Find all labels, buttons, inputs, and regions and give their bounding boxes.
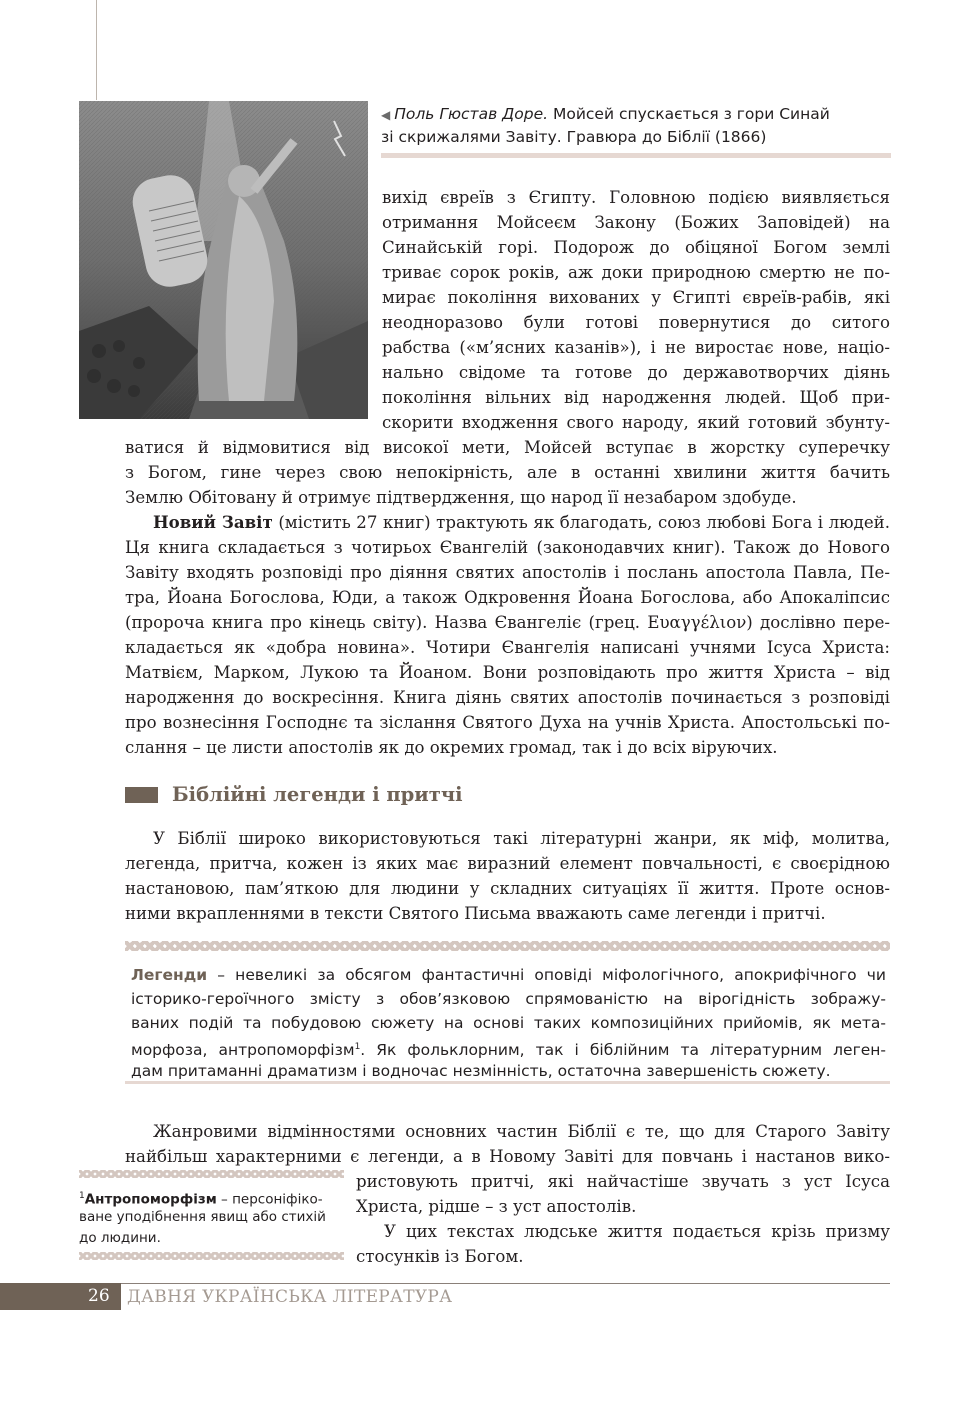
text-line: покоління вільних від народження людей. Щоб при- — [382, 388, 890, 407]
text-line: ристовують притчі, які найчастіше звучать з уст Ісуса — [356, 1172, 890, 1191]
text-line: У цих текстах людське життя подається крізь призму — [384, 1222, 890, 1241]
caption-text-line2: зі скрижалями Завіту. Гравюра до Біблії (1866) — [381, 128, 767, 146]
section-title: Біблійні легенди і притчі — [172, 783, 463, 806]
text-line: вихід євреїв з Єгипту. Головною подією виявляється — [382, 188, 890, 207]
caption-author: Поль Гюстав Доре. — [394, 105, 549, 123]
footnote-ref[interactable]: 1 — [354, 1042, 361, 1052]
figure-caption — [381, 103, 891, 148]
text-line: скорити входження свого народу, який готовий збунту- — [382, 413, 890, 432]
text-line: (пророча книга про кінець світу). Назва Євангеліє (грец. Ευαγγέλιον) дослівно пере- — [125, 613, 890, 632]
text-line: тра, Йоана Богослова, Юди, а також Одкровення Йоана Богослова, або Апокаліпсис — [125, 588, 890, 607]
footnote-line: $^1$Антропоморфізм – персоніфіко- — [79, 1191, 323, 1208]
footnote-number: 1 — [79, 1191, 85, 1201]
text-line: нально свідоме та готове до державотворчих діянь — [382, 363, 890, 382]
footnote-ornament-top — [79, 1170, 344, 1178]
page-number: 26 — [88, 1286, 110, 1306]
definition-line: Легенди – невеликі за обсягом фантастичні оповіді міфологічного, апокрифічного чи — [131, 966, 886, 984]
text-line: найбільш характерними є легенди, а в Новому Завіті для повчань і настанов вико- — [125, 1147, 890, 1166]
text-line: Матвієм, Марком, Лукою та Йоаном. Вони розповідають про життя Христа – від — [125, 663, 890, 682]
text-line: Ця книга складається з чотирьох Євангелій (законодавчих книг). Також до Нового — [125, 538, 890, 557]
text-line: триває сорок років, аж доки природною смертю не по- — [382, 263, 890, 282]
text-line: Землю Обітовану й отримує підтвердження, що народ її незабаром здобуде. — [125, 488, 797, 507]
caption-arrow-icon: ◀ — [381, 108, 391, 122]
text-line: рабства («м’ясних казанів»), і не виростає нове, націо- — [382, 338, 890, 357]
definition-line: морфоза, антропоморфізм$^1$. Як фольклорним, так і біблійним та літературним леген- — [131, 1041, 886, 1060]
text-line: ними вкрапленнями в тексти Святого Письма вважають саме легенди і притчі. — [125, 904, 826, 923]
text-line: неодноразово були готові повернутися до ситого — [382, 313, 890, 332]
section-marker — [125, 787, 158, 803]
definition-line: ваних подій та побудовою сюжету на основі таких композиційних прийомів, як мета- — [131, 1014, 886, 1032]
footnote-term: Антропоморфізм — [84, 1191, 217, 1208]
new-testament-term: Новий Завіт — [153, 512, 273, 532]
text-line: легенда, притча, кожен із яких має виразний елемент повчальності, є своєрідною — [125, 854, 890, 873]
text-line: Завіту входять розповіді про діяння святих апостолів і послань апостола Павла, Пе- — [125, 563, 890, 582]
definition-term: Легенди — [131, 966, 208, 984]
text-line: кладається як «добра новина». Чотири Євангелія написані учнями Ісуса Христа: — [125, 638, 890, 657]
caption-text: Мойсей спускається з гори Синай — [548, 105, 830, 123]
text-line: слання – це листи апостолів як до окремих громад, так і до всіх віруючих. — [125, 738, 778, 757]
definition-rule — [125, 1081, 890, 1084]
text-line: настановою, пам’яткою для людини у складних ситуаціях її життя. Проте основ- — [125, 879, 890, 898]
definition-line: дам притаманні драматизм і водночас незмінність, остаточна завершеність сюжету. — [131, 1062, 831, 1080]
text-line: з Богом, гине через свою непокірність, але в останні хвилини життя бачить — [125, 463, 890, 482]
footnote-line: до людини. — [79, 1230, 161, 1246]
footnote-line: ване уподібнення явищ або стихій — [79, 1209, 326, 1225]
moses-engraving-image — [79, 101, 368, 419]
footer-running-title: ДАВНЯ УКРАЇНСЬКА ЛІТЕРАТУРА — [127, 1287, 453, 1307]
text-line: У Біблії широко використовуються такі літературні жанри, як міф, молитва, — [153, 829, 890, 848]
text-line: Жанровими відмінностями основних частин Біблії є те, що для Старого Завіту — [153, 1122, 890, 1141]
text-line: Христа, рідше – з уст апостолів. — [356, 1197, 637, 1216]
text-line: Новий Завіт (містить 27 книг) трактують як благодать, союз любові Бога і людей. — [153, 512, 890, 532]
definition-line: історико-героїчного змісту з обов’язковою спрямованістю на вірогідність зображу- — [131, 990, 886, 1008]
text-line: народження до воскресіння. Книга діянь святих апостолів починається з розповіді — [125, 688, 890, 707]
text-line: отримання Мойсеєм Закону (Божих Заповідей) на — [382, 213, 890, 232]
text-line: мирає покоління вихованих у Єгипті євреїв-рабів, які — [382, 288, 890, 307]
ornament-border — [125, 941, 890, 951]
text-line: ватися й відмовитися від високої мети, Мойсей вступає в жорстку суперечку — [125, 438, 890, 457]
text-line: про вознесіння Господнє та зіслання Святого Духа на учнів Христа. Апостольські по- — [125, 713, 890, 732]
text-line: Синайській горі. Подорож до обіцяної Богом землі — [382, 238, 890, 257]
margin-line — [96, 0, 97, 100]
caption-rule — [381, 153, 891, 158]
footnote-ornament-bottom — [79, 1252, 344, 1260]
text-line: стосунків із Богом. — [356, 1247, 524, 1266]
